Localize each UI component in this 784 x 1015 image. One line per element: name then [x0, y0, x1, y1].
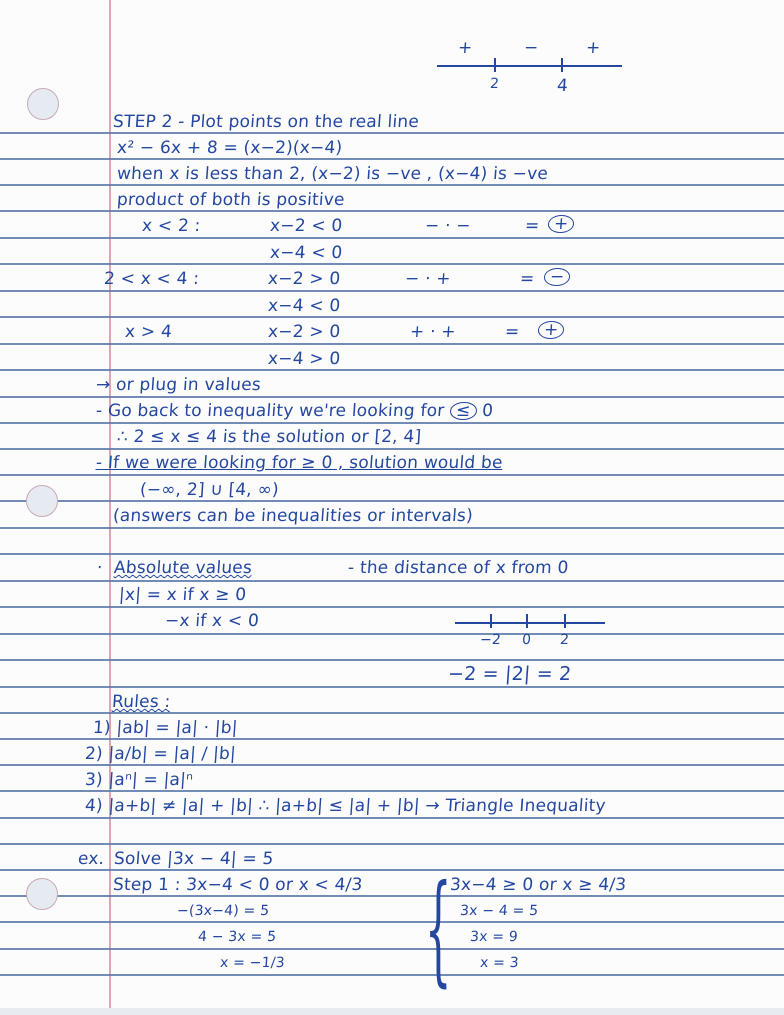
tick-mark	[564, 614, 566, 628]
case-result: −	[543, 267, 571, 287]
ruled-line	[0, 606, 784, 608]
ruled-line	[0, 817, 784, 819]
tick-label: 2	[559, 632, 570, 648]
rule-item: 4) |a+b| ≠ |a| + |b| ∴ |a+b| ≤ |a| + |b| → Triangle Inequality	[84, 796, 607, 816]
plug-in-note: → or plug in values	[95, 375, 262, 395]
ruled-line	[0, 396, 784, 398]
ruled-line	[0, 633, 784, 635]
piecewise-line-1: |x| = x if x ≥ 0	[118, 585, 247, 605]
ruled-line	[0, 686, 784, 688]
ruled-line	[0, 210, 784, 212]
ruled-line	[0, 422, 784, 424]
number-line-axis	[455, 622, 605, 624]
sign-label: −	[523, 38, 540, 58]
ruled-line	[0, 738, 784, 740]
absolute-example: −2 = |2| = 2	[447, 663, 573, 685]
rule-item: 3) |aⁿ| = |a|ⁿ	[84, 770, 194, 790]
ruled-line	[0, 895, 784, 897]
piecewise-line-2: −x if x < 0	[164, 611, 260, 631]
ruled-line	[0, 184, 784, 186]
case-signs: − · +	[404, 269, 452, 289]
equals: =	[504, 322, 521, 342]
ruled-line	[0, 132, 784, 134]
case-result: +	[537, 320, 565, 340]
binder-hole	[26, 878, 58, 910]
absolute-definition: - the distance of x from 0	[347, 558, 570, 578]
ruled-line	[0, 263, 784, 265]
equals: =	[524, 216, 541, 236]
case-interval: x > 4	[124, 322, 173, 342]
ruled-line	[0, 500, 784, 502]
ruled-line	[0, 343, 784, 345]
absolute-title: Absolute values	[113, 558, 253, 578]
right-case-line: 3x − 4 = 5	[459, 903, 539, 919]
ruled-line	[0, 712, 784, 714]
ruled-line	[0, 158, 784, 160]
tick-mark	[561, 58, 563, 72]
case-condition: x−2 < 0	[269, 216, 344, 236]
left-case-line: −(3x−4) = 5	[176, 903, 270, 919]
case-condition: x−2 > 0	[267, 322, 342, 342]
ruled-line	[0, 659, 784, 661]
answers-note: (answers can be inequalities or intervals)	[112, 506, 474, 526]
case-condition: x−4 < 0	[267, 296, 342, 316]
case-signs: − · −	[424, 216, 472, 236]
sign-explanation: when x is less than 2, (x−2) is −ve , (x−4) is −ve	[116, 164, 549, 184]
ruled-line	[0, 790, 784, 792]
tick-label: 4	[556, 76, 569, 96]
left-case-line: x = −1/3	[219, 955, 286, 971]
margin-line	[109, 0, 111, 1015]
page-bottom-edge	[0, 1008, 784, 1015]
tick-mark	[526, 614, 528, 628]
ruled-line	[0, 553, 784, 555]
ruled-line	[0, 290, 784, 292]
right-case-line: x = 3	[479, 955, 520, 971]
tick-mark	[494, 58, 496, 72]
ruled-line	[0, 527, 784, 529]
binder-hole	[27, 88, 59, 120]
case-condition: x−4 < 0	[269, 243, 344, 263]
ruled-line	[0, 237, 784, 239]
ruled-line	[0, 948, 784, 950]
rules-title: Rules :	[111, 692, 172, 712]
rule-item: 1) |ab| = |a| · |b|	[92, 718, 239, 738]
ruled-line	[0, 474, 784, 476]
tick-label: 0	[521, 632, 532, 648]
binder-hole	[26, 485, 58, 517]
ruled-line	[0, 921, 784, 923]
case-condition: x−2 > 0	[267, 269, 342, 289]
left-case-line: Step 1 : 3x−4 < 0 or x < 4/3	[112, 875, 364, 895]
case-interval: x < 2 :	[141, 216, 202, 236]
left-case-line: 4 − 3x = 5	[197, 929, 277, 945]
bullet: ·	[96, 558, 104, 578]
product-note: product of both is positive	[116, 190, 346, 210]
ruled-line	[0, 764, 784, 766]
ruled-line	[0, 869, 784, 871]
ruled-line	[0, 369, 784, 371]
example-label: ex.	[77, 849, 105, 869]
number-line-axis	[437, 65, 622, 67]
case-condition: x−4 > 0	[267, 349, 342, 369]
right-case-line: 3x = 9	[469, 929, 519, 945]
factor-equation: x² − 6x + 8 = (x−2)(x−4)	[116, 138, 343, 158]
tick-label: −2	[479, 632, 502, 648]
case-signs: + · +	[409, 322, 457, 342]
ruled-line	[0, 316, 784, 318]
brace-divider: {	[424, 860, 452, 999]
ruled-line	[0, 843, 784, 845]
ruled-line	[0, 580, 784, 582]
alt-solution-note: - If we were looking for ≥ 0 , solution would be	[95, 453, 504, 473]
union-interval: (−∞, 2] ∪ [4, ∞)	[139, 480, 280, 500]
equals: =	[519, 269, 536, 289]
ruled-line	[0, 448, 784, 450]
solution-statement: ∴ 2 ≤ x ≤ 4 is the solution or [2, 4]	[116, 427, 423, 447]
rule-item: 2) |a/b| = |a| / |b|	[84, 744, 237, 764]
tick-mark	[490, 614, 492, 628]
go-back-note: - Go back to inequality we're looking for ≤ 0	[95, 401, 494, 421]
case-result: +	[547, 214, 575, 234]
step2-title: STEP 2 - Plot points on the real line	[112, 112, 420, 132]
ruled-line	[0, 974, 784, 976]
tick-label: 2	[489, 76, 500, 92]
sign-label: +	[585, 38, 602, 58]
example-problem: Solve |3x − 4| = 5	[113, 849, 275, 869]
sign-label: +	[457, 38, 474, 58]
case-interval: 2 < x < 4 :	[103, 269, 200, 289]
right-case-line: 3x−4 ≥ 0 or x ≥ 4/3	[449, 875, 627, 895]
